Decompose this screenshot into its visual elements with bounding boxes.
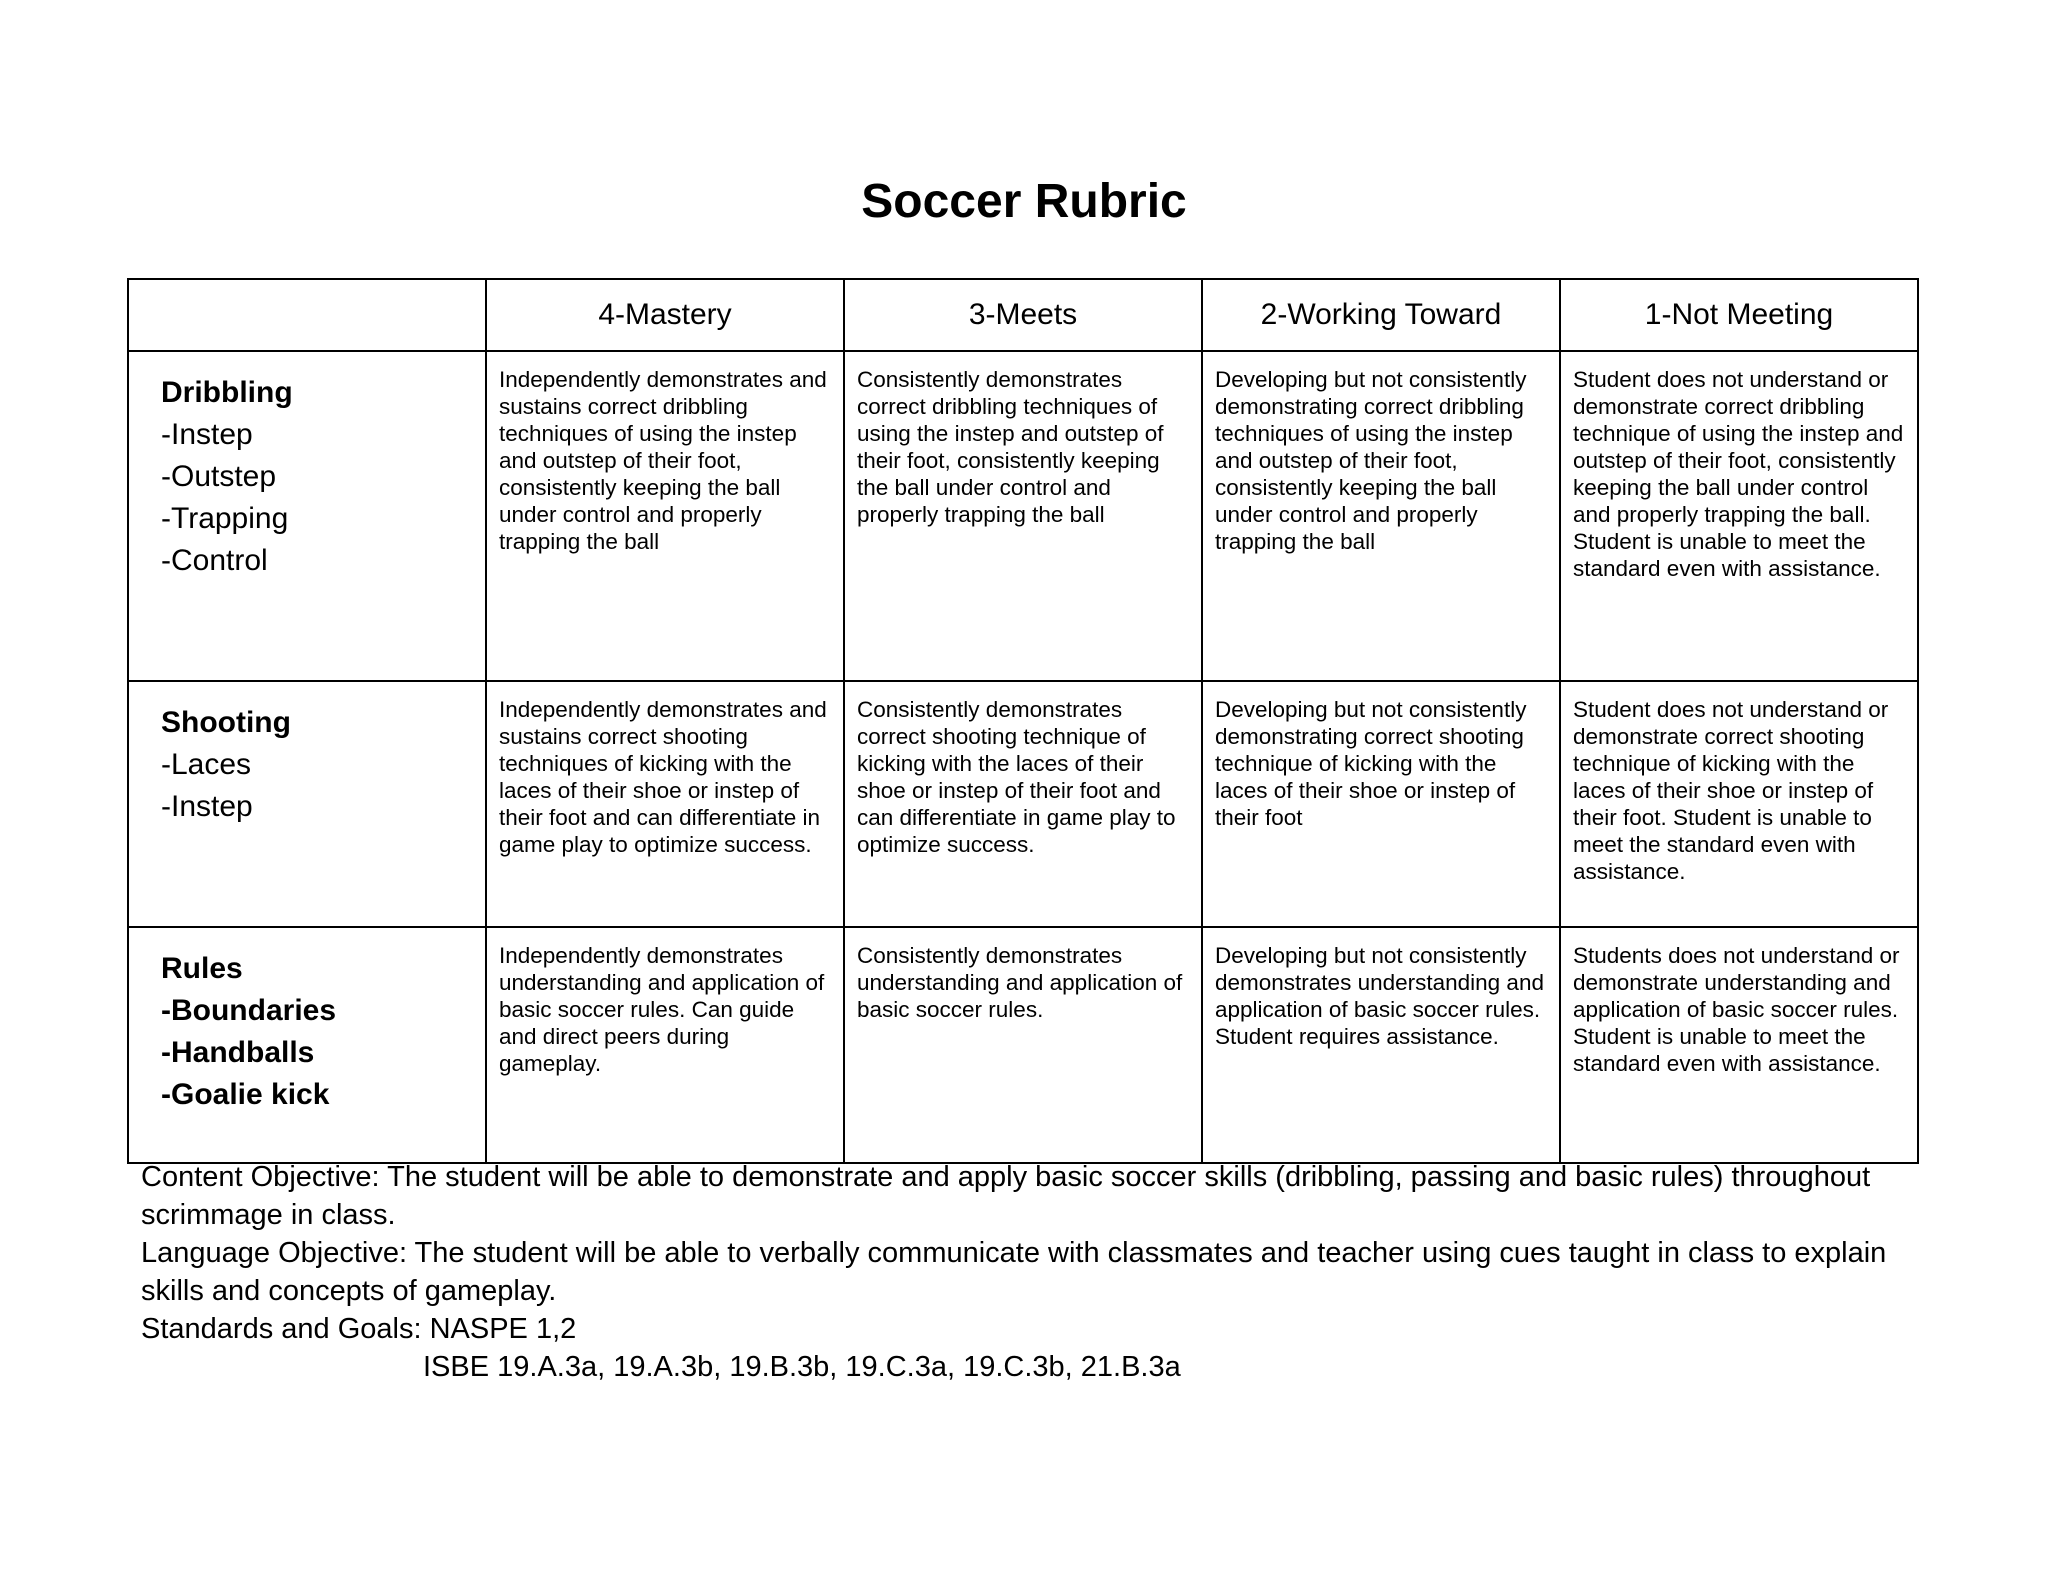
standards-isbe-line: ISBE 19.A.3a, 19.A.3b, 19.B.3b, 19.C.3a, 19.C.3b, 21.B.3a (423, 1351, 1181, 1383)
cell-mastery (486, 681, 844, 927)
header-mastery: 4-Mastery (486, 279, 844, 351)
cell-meets (844, 927, 1202, 1163)
table-row (128, 681, 1918, 927)
criterion-sub: -Control (161, 544, 268, 577)
cell-not-meeting (1560, 351, 1918, 681)
criterion-sub: -Goalie kick (161, 1078, 330, 1111)
cell-text: Consistently demonstrates correct dribbling techniques of using the instep and outstep of their foot, consistently keeping the ball under control and properly trapping the ball (857, 367, 1164, 527)
criterion-dribbling (128, 351, 486, 681)
criterion-name: Rules (161, 952, 243, 985)
header-working-toward: 2-Working Toward (1202, 279, 1560, 351)
header-row (128, 279, 1918, 351)
cell-text: Independently demonstrates understanding and application of basic soccer rules. Can guide and direct peers during gameplay. (499, 943, 825, 1076)
cell-mastery (486, 927, 844, 1163)
header-meets: 3-Meets (844, 279, 1202, 351)
page-title: Soccer Rubric (861, 175, 1187, 228)
criterion-shooting (128, 681, 486, 927)
table-row (128, 351, 1918, 681)
cell-text: Developing but not consistently demonstrating correct dribbling techniques of using the instep and outstep of their foot, consistently keeping the ball under control and properly trapping the ball (1215, 367, 1527, 554)
cell-text: Student does not understand or demonstrate correct dribbling technique of using the instep and outstep of their foot, consistently keeping the ball under control and properly trapping the ball. Student is unable to meet the standard even with assistance. (1573, 367, 1904, 581)
criterion-sub: -Laces (161, 748, 252, 781)
cell-not-meeting (1560, 681, 1918, 927)
criterion-rules (128, 927, 486, 1163)
content-objective: Content Objective: The student will be able to demonstrate and apply basic soccer skills (dribbling, passing and basic rules) throughout scrimmage in class. (141, 1161, 1871, 1231)
cell-text: Students does not understand or demonstrate understanding and application of basic soccer rules. Student is unable to meet the standard even with assistance. (1573, 943, 1900, 1076)
cell-mastery (486, 351, 844, 681)
cell-working-toward (1202, 927, 1560, 1163)
table-row (128, 927, 1918, 1163)
cell-text: Independently demonstrates and sustains correct shooting techniques of kicking with the laces of their shoe or instep of their foot and can differentiate in game play to optimize success. (499, 697, 827, 857)
criterion-sub: -Instep (161, 790, 253, 823)
criterion-sub: -Trapping (161, 502, 289, 535)
criterion-name: Dribbling (161, 376, 293, 409)
cell-working-toward (1202, 351, 1560, 681)
cell-text: Consistently demonstrates understanding and application of basic soccer rules. (857, 943, 1183, 1022)
objectives-section (141, 1158, 1931, 1386)
header-not-meeting: 1-Not Meeting (1560, 279, 1918, 351)
cell-not-meeting (1560, 927, 1918, 1163)
standards-line: Standards and Goals: NASPE 1,2 (141, 1313, 577, 1345)
criterion-sub: -Handballs (161, 1036, 315, 1069)
cell-working-toward (1202, 681, 1560, 927)
language-objective: Language Objective: The student will be able to verbally communicate with classmates and teacher using cues taught in class to explain skills and concepts of gameplay. (141, 1237, 1887, 1307)
criterion-sub: -Outstep (161, 460, 277, 493)
cell-meets (844, 681, 1202, 927)
cell-text: Student does not understand or demonstrate correct shooting technique of kicking with the laces of their shoe or instep of their foot. Student is unable to meet the standard even with assistance. (1573, 697, 1889, 884)
cell-meets (844, 351, 1202, 681)
criterion-sub: -Instep (161, 418, 253, 451)
cell-text: Independently demonstrates and sustains correct dribbling techniques of using the instep and outstep of their foot, consistently keeping the ball under control and properly trapping the ball (499, 367, 827, 554)
criterion-sub: -Boundaries (161, 994, 337, 1027)
cell-text: Developing but not consistently demonstrating correct shooting technique of kicking with the laces of their shoe or instep of their foot (1215, 697, 1527, 830)
rubric-table (127, 278, 1919, 1164)
cell-text: Developing but not consistently demonstrates understanding and application of basic soccer rules. Student requires assistance. (1215, 943, 1544, 1049)
header-blank (128, 279, 486, 351)
criterion-name: Shooting (161, 706, 291, 739)
cell-text: Consistently demonstrates correct shooting technique of kicking with the laces of their shoe or instep of their foot and can differentiate in game play to optimize success. (857, 697, 1176, 857)
